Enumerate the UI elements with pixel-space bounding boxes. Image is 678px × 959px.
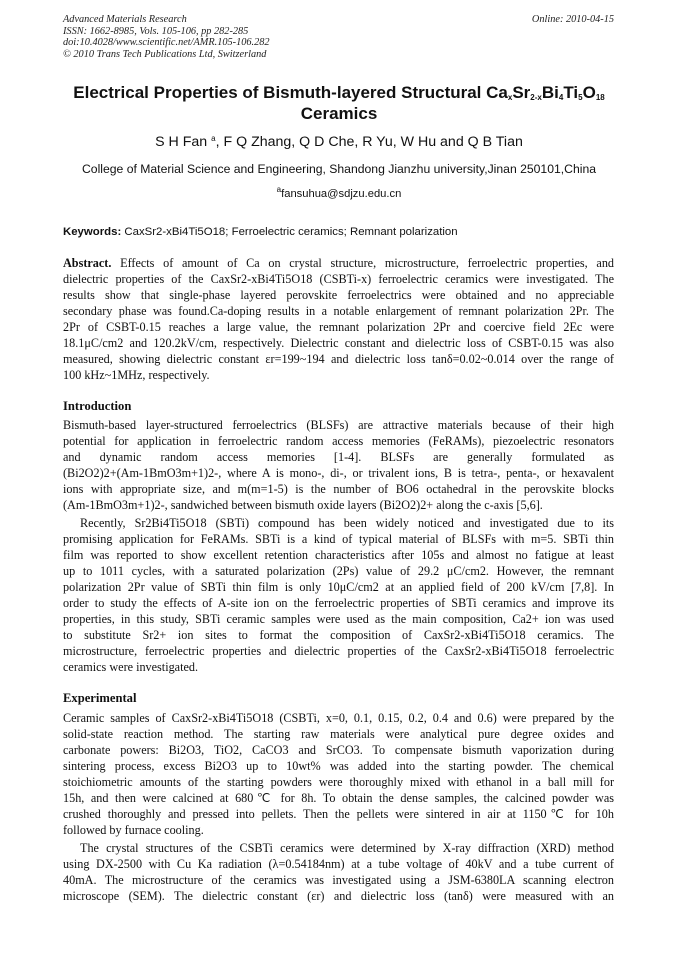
experimental-line: stoichiometric amounts of the starting powders were thoroughly mixed with ethanol in a ball mill for (63, 775, 614, 789)
author-list: S H Fan $^a$, F Q Zhang, Q D Che, R Yu, W Hu and Q B Tian (155, 134, 523, 150)
abstract-line: dielectric properties of the CaxSr2-xBi4Ti5O18 (CSBTi-x) ferroelectric ceramics were investigated. The (63, 272, 614, 286)
experimental-line: carbonate powers: Bi2O3, TiO2, CaCO3 and SrCO3. To compensate bismuth vaporization during (63, 743, 614, 757)
experimental-line: The crystal structures of the CSBTi ceramics were determined by X-ray diffraction (XRD) method (80, 841, 614, 855)
intro-line: polarization 2Pr value of SBTi thin film is only 10μC/cm2 at an applied field of 200 kV/cm [7,8]. In (63, 580, 614, 594)
issn-line: ISSN: 1662-8985, Vols. 105-106, pp 282-285 (63, 25, 249, 37)
abstract-line: 100 kHz~1MHz, respectively. (63, 368, 210, 382)
author-email: $^a$fansuhua@sdjzu.edu.cn (276, 185, 402, 200)
intro-line: microstructure, ferroelectric properties and dielectric properties of the CaxSr2-xBi4Ti5O18 ferroelectric (63, 644, 614, 658)
intro-line: potential for application in ferroelectric random access memories (FeRAMs), piezoelectric resonators (63, 434, 614, 448)
intro-line: order to study the effects of A-site ion on the ferroelectric properties of SBTi ceramics and improve its (63, 596, 614, 610)
experimental-line: sintering process, excess Bi2O3 up to 10wt% was added into the starting powder. The chemical (63, 759, 614, 773)
intro-line: (Am-1BmO3m+1)2-, sandwiched between bismuth oxide layers (Bi2O2)2+ along the c-axis [5,6]. (63, 498, 543, 512)
journal-name: Advanced Materials Research (63, 14, 187, 25)
paper-title: Electrical Properties of Bismuth-layered Structural $Ca_xSr_{2-x}Bi_4Ti_5O_{18}$ Ceramics (73, 83, 605, 123)
experimental-line: 15h, and then were calcined at 680℃ for 8h. To obtain the dense samples, the calcined powder was (63, 791, 614, 805)
doi-line: doi:10.4028/www.scientific.net/AMR.105-106.282 (63, 37, 270, 49)
keywords: Keywords: CaxSr2-xBi4Ti5O18; Ferroelectric ceramics; Remnant polarization (63, 226, 458, 238)
abstract-label: Abstract. (63, 256, 112, 270)
journal-header (63, 14, 270, 60)
intro-line: up to 1011 cycles, with a saturated polarization (2Ps) value of 29.2 μC/cm2. However, the remnant (63, 564, 614, 578)
intro-line: Bismuth-based layer-structured ferroelectrics (BLSFs) are attractive materials because of their high (63, 418, 614, 432)
experimental-line: using DX-2500 with Cu Ka radiation (λ=0.54184nm) at a tube voltage of 40kV and a tube current of (63, 857, 614, 871)
abstract-line: Effects of amount of Ca on crystal structure, microstructure, ferroelectric properties, and (120, 256, 614, 270)
experimental-line: Ceramic samples of CaxSr2-xBi4Ti5O18 (CSBTi, x=0, 0.1, 0.15, 0.2, 0.4 and 0.6) were prepared by the (63, 711, 614, 725)
intro-line: promising application for FeRAMs. SBTi is a kind of typical material of BLSFs with m=5. SBTi thin (63, 532, 614, 546)
abstract-line: results show that single-phase layered perovskite ferroelectrics were obtained and no appreciable (63, 288, 614, 302)
affiliation: College of Material Science and Engineering, Shandong Jianzhu university,Jinan 250101,China (81, 162, 597, 176)
abstract-line: secondary phase was found.Ca-doping results in a notable enlargement of remnant polarization 2Pr. The (63, 304, 614, 318)
keywords-formula: CaxSr2-xBi4Ti5O18 (124, 226, 226, 238)
intro-line: ceramics were investigated. (63, 660, 199, 674)
abstract-line: measured, showing dielectric constant εr=199~194 and dielectric loss tanδ=0.02~0.014 over the range of (63, 352, 614, 366)
intro-line: and dynamic random access memories [1-4]. BLSFs are generally formulated as (63, 450, 614, 464)
copyright-line: © 2010 Trans Tech Publications Ltd, Switzerland (63, 48, 267, 60)
experimental-line: crushed thoroughly and pressed into pellets. Then the pellets were sintered in air at 1150℃ for 10h (63, 807, 614, 821)
intro-line: film was reported to show excellent retention characteristics after 105s and almost no fatigue at least (63, 548, 614, 562)
experimental-line: followed by furnace cooling. (63, 823, 204, 837)
intro-line: properties, in this study, SBTi ceramic samples were used as the main composition, Ca2+ ion was used (63, 612, 614, 626)
online-date: Online: 2010-04-15 (531, 14, 614, 25)
experimental-line: 40mA. The microstructure of the ceramics was investigated using a JSM-6380LA scanning electron (63, 873, 614, 887)
intro-line: Recently, Sr2Bi4Ti5O18 (SBTi) compound has been widely noticed and investigated due to its (80, 516, 614, 530)
intro-line: (Bi2O2)2+(Am-1BmO3m+1)2-, where A is mono-, di-, or trivalent ions, B is tetra-, penta-, or hexavalent (63, 466, 614, 480)
introduction-heading: Introduction (63, 399, 132, 413)
intro-line: ions with appropriate size, and m(m=1-5) is the number of BO6 octahedral in the perovskite blocks (63, 482, 614, 496)
intro-line: to substitute Sr2+ ion sites to format the composition of CaxSr2-xBi4Ti5O18 ceramics. The (63, 628, 614, 642)
experimental-line: microscope (SEM). The dielectric constant (εr) and dielectric loss (tanδ) were measured with an (63, 889, 614, 903)
abstract-line: 18.1μC/cm2 and 120.2kV/cm, respectively. Dielectric constant and dielectric loss of CSBT-0.15 was also (63, 336, 614, 350)
experimental-heading: Experimental (63, 691, 137, 705)
experimental-line: solid-state reaction method. The starting raw materials were analytical pure degree oxides and (63, 727, 614, 741)
abstract-line: 2Pr of CSBT-0.15 reaches a large value, the remnant polarization 2Pr and coercive field 2Ec were (63, 320, 614, 334)
